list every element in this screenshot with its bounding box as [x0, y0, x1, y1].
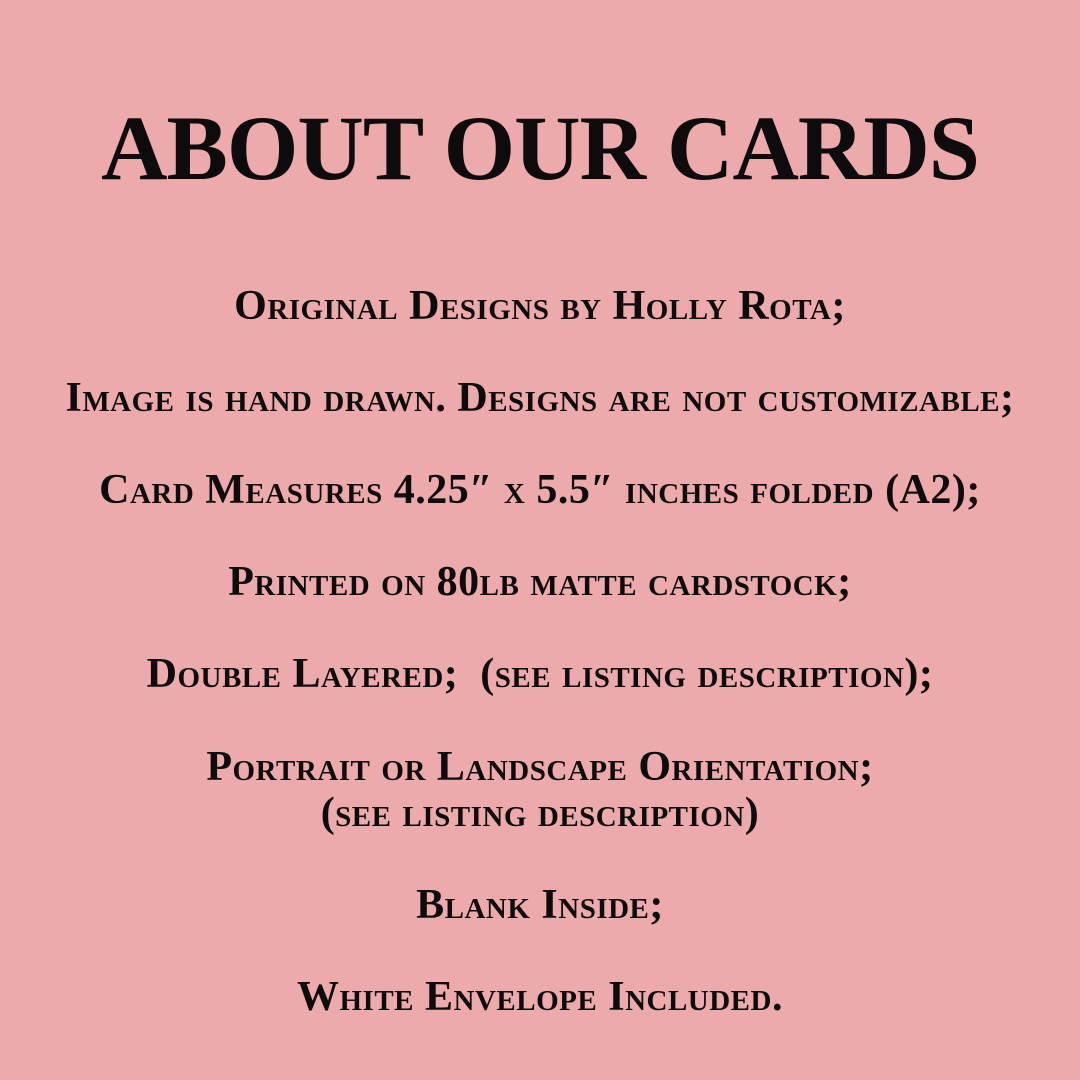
detail-line: Original Designs by Holly Rota; [234, 282, 846, 329]
detail-double-layered [147, 651, 934, 697]
detail-orientation [206, 744, 873, 836]
detail-cardstock [228, 559, 852, 605]
detail-line: Image is hand drawn. Designs are not customizable; [65, 374, 1015, 421]
detail-envelope [297, 974, 783, 1020]
detail-line: Printed on 80lb matte cardstock; [228, 559, 852, 606]
detail-line: Portrait or Landscape Orientation; [206, 743, 874, 790]
card-details-list [65, 283, 1014, 1067]
detail-blank-inside [416, 882, 664, 928]
detail-line: Double Layered; (see listing description); [146, 651, 934, 698]
detail-line: (see listing description) [320, 789, 760, 836]
detail-line: Blank Inside; [416, 881, 664, 928]
detail-original-designs [234, 283, 846, 329]
detail-line: White Envelope Included. [297, 974, 783, 1021]
detail-hand-drawn [65, 375, 1014, 421]
detail-card-measures [99, 467, 981, 513]
page-title: ABOUT OUR CARDS [101, 97, 979, 199]
detail-line: Card Measures 4.25″ x 5.5″ inches folded (A2); [99, 466, 981, 513]
